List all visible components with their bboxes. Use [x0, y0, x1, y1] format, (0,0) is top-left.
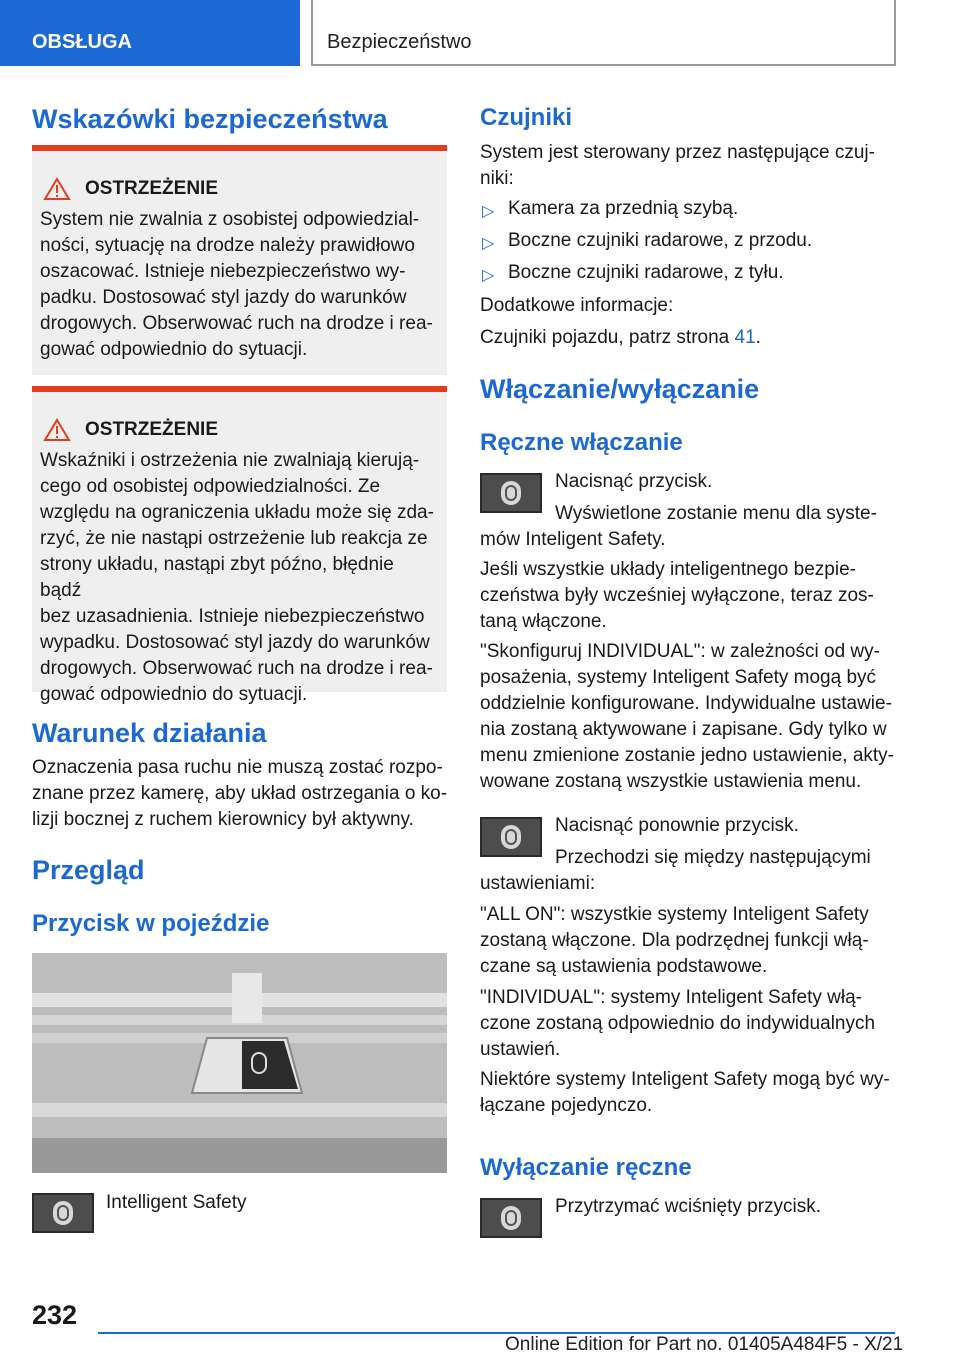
- list-item: Boczne czujniki radarowe, z tyłu.: [508, 262, 784, 283]
- page-link[interactable]: 41: [734, 327, 756, 348]
- paragraph: Dodatkowe informacje:: [480, 295, 674, 316]
- warning-box: [32, 386, 447, 705]
- list-item: Kamera za przednią szybą.: [508, 198, 739, 219]
- page-number: 232: [32, 1300, 78, 1330]
- button-caption: Intelligent Safety: [106, 1192, 247, 1213]
- paragraph: Jeśli wszystkie układy inteligentnego bezpie- czeństwa były wcześniej wyłączone, teraz zos- taną włączone.: [480, 559, 874, 632]
- warning-box: [32, 145, 447, 375]
- paragraph: "INDIVIDUAL": systemy Inteligent Safety włą- czone zostaną odpowiednio do indywidualnych ustawień.: [480, 987, 876, 1060]
- subsection-heading: Wyłączanie ręczne: [480, 1154, 692, 1181]
- paragraph: "Skonfiguruj INDIVIDUAL": w zależności od wy- posażenia, systemy Inteligent Safety mogą być oddzielnie konfigurowane. Indywidualne ustawie- nia zostaną aktywowane i zapisane. Gdy tylko w menu zmienione zostanie jedno ustawienie, akty- wowane zostaną wszystkie ustawienia menu.: [480, 641, 895, 792]
- warning-label: OSTRZEŻENIE: [85, 419, 219, 440]
- section-heading: Warunek działania: [32, 718, 267, 748]
- paragraph: Przechodzi się między następującymi ustawieniami:: [480, 847, 871, 894]
- warning-heading: [40, 418, 437, 442]
- instruction: Nacisnąć przycisk.: [555, 471, 713, 492]
- cross-reference: Czujniki pojazdu, patrz strona 41.: [480, 327, 761, 348]
- chapter-tab[interactable]: Bezpieczeństwo: [311, 0, 896, 66]
- subsection-heading: Przycisk w pojeździe: [32, 910, 270, 937]
- instruction: Przytrzymać wciśnięty przycisk.: [555, 1196, 822, 1217]
- paragraph: "ALL ON": wszystkie systemy Inteligent Safety zostaną włączone. Dla podrzędnej funkcji włą- czane są ustawienia podstawowe.: [480, 904, 869, 977]
- warning-label: OSTRZEŻENIE: [85, 178, 219, 199]
- section-tab[interactable]: OBSŁUGA: [0, 0, 300, 66]
- paragraph: Oznaczenia pasa ruchu nie muszą zostać rozpo- znane przez kamerę, aby układ ostrzegania o ko- lizji bocznej z ruchem kierownicy był aktywny.: [32, 757, 448, 830]
- warning-triangle-icon: [43, 177, 71, 201]
- paragraph: Niektóre systemy Inteligent Safety mogą być wy- łączane pojedynczo.: [480, 1069, 890, 1116]
- section-heading: Włączanie/wyłączanie: [480, 374, 760, 404]
- subsection-heading: Ręczne włączanie: [480, 429, 683, 456]
- intelligent-safety-button-icon: [480, 1198, 542, 1238]
- paragraph: Wyświetlone zostanie menu dla syste- mów Inteligent Safety.: [480, 503, 877, 550]
- instruction: Nacisnąć ponownie przycisk.: [555, 815, 799, 836]
- paragraph: System jest sterowany przez następujące czuj- niki:: [480, 142, 875, 189]
- bullet-icon: ▷: [482, 267, 495, 284]
- section-heading: Czujniki: [480, 104, 573, 131]
- warning-text: System nie zwalnia z osobistej odpowiedzial- ności, sytuację na drodze należy prawidłowo oszacować. Istnieje niebezpieczeństwo wy- padku. Dostosować styl jazdy do warunków drogowych. Obserwować ruch na drodze i rea- gować odpowiednio do sytuacji.: [40, 209, 433, 360]
- warning-text: Wskaźniki i ostrzeżenia nie zwalniają kierują- cego od osobistej odpowiedzialności. Ze względu na ograniczenia układu może się zda- rzyć, że nie nastąpi ostrzeżenie lub reakcja ze strony układu, nastąpi zbyt późno, błędnie bądź bez uzasadnienia. Istnieje niebezpieczeństwo wypadku. Dostosować styl jazdy do warunków drogowych. Obserwować ruch na drodze i rea- gować odpowiednio do sytuacji.: [40, 450, 434, 705]
- warning-triangle-icon: [43, 418, 71, 442]
- intelligent-safety-button-icon: [32, 1193, 94, 1233]
- section-heading: Przegląd: [32, 855, 145, 885]
- bullet-icon: ▷: [482, 203, 495, 220]
- page-title: Wskazówki bezpieczeństwa: [32, 104, 388, 134]
- vehicle-button-photo: [32, 953, 447, 1173]
- warning-heading: [40, 177, 437, 201]
- footer-edition: Online Edition for Part no. 01405A484F5 - X/21: [505, 1334, 904, 1355]
- bullet-icon: ▷: [482, 235, 495, 252]
- list-item: Boczne czujniki radarowe, z przodu.: [508, 230, 813, 251]
